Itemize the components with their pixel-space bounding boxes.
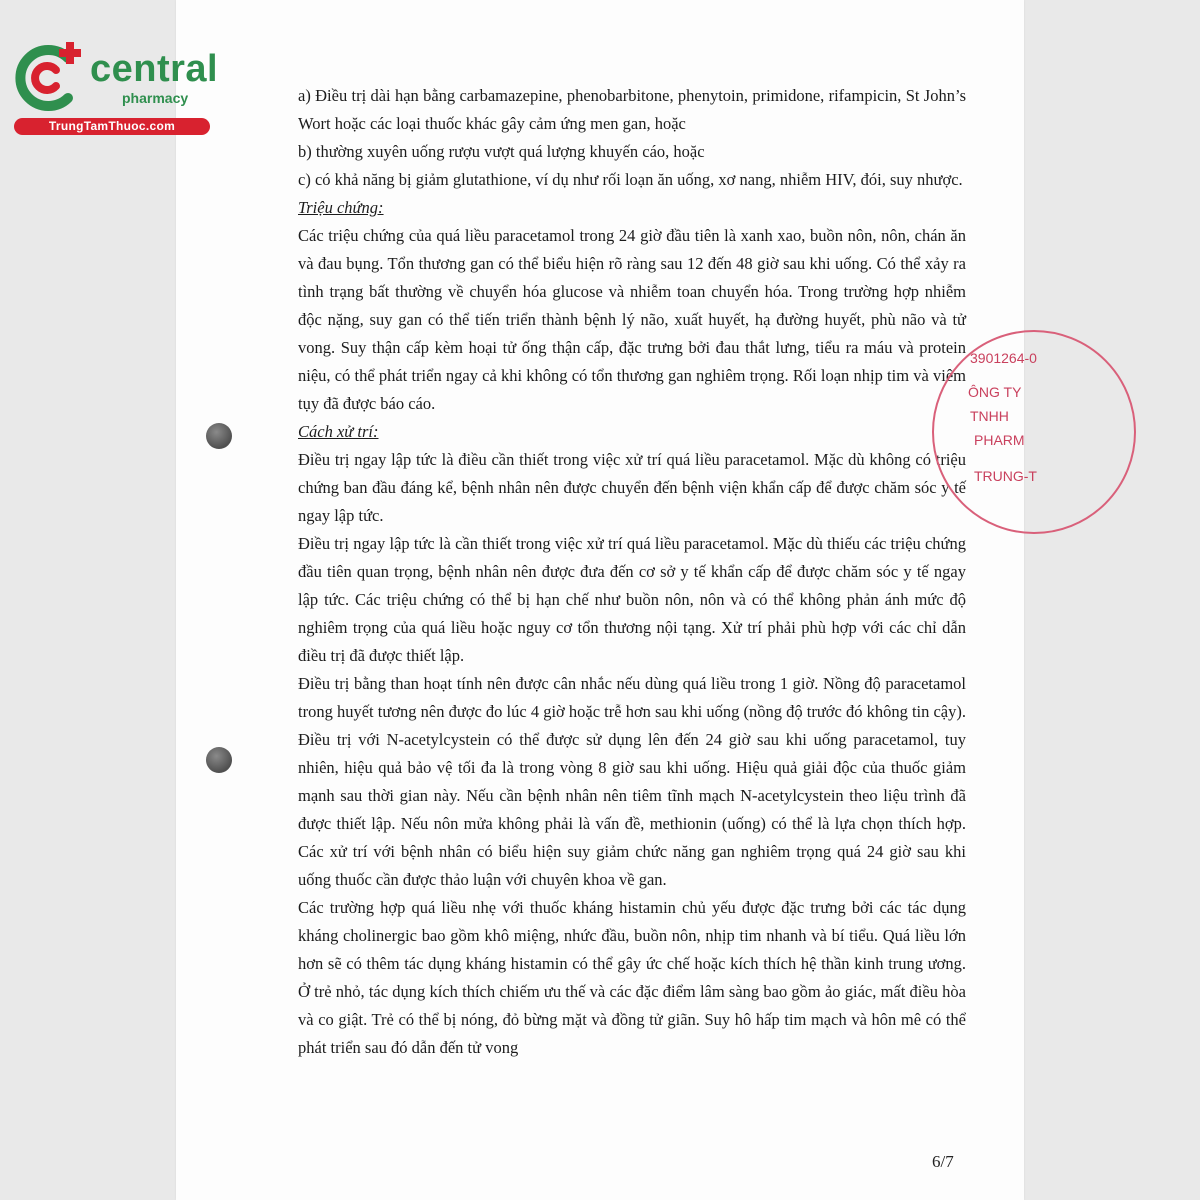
- section-heading-management: Cách xử trí:: [298, 422, 379, 441]
- paragraph: Điều trị ngay lập tức là cần thiết trong việc xử trí quá liều paracetamol. Mặc dù thiếu các triệu chứng đầu tiên quan trọng, bệnh nhân nên được đưa đến cơ sở y tế khẩn cấp để được chăm sóc y tế ngay lập tức. Các triệu chứng có thể bị hạn chế như buồn nôn, nôn và có thể không phản ánh mức độ nghiêm trọng của quá liều hoặc nguy cơ tổn thương nội tạng. Xử trí phải phù hợp với các chỉ dẫn điều trị đã được thiết lập.: [298, 534, 966, 665]
- paragraph: Điều trị bằng than hoạt tính nên được cân nhắc nếu dùng quá liều trong 1 giờ. Nồng độ paracetamol trong huyết tương nên được đo lúc 4 giờ hoặc trễ hơn sau khi uống (nồng độ trước đó không tin cậy). Điều trị với N-acetylcystein có thể được sử dụng lên đến 24 giờ sau khi uống paracetamol, tuy nhiên, hiệu quả bảo vệ tối đa là trong vòng 8 giờ sau khi uống. Hiệu quả giải độc của thuốc giảm mạnh sau thời gian này. Nếu cần bệnh nhân nên tiêm tĩnh mạch N-acetylcystein theo liệu trình đã được thiết lập. Nếu nôn mửa không phải là vấn đề, methionin (uống) có thể là lựa chọn thích hợp. Các xử trí với bệnh nhân có biểu hiện suy giảm chức năng gan nghiêm trọng quá 24 giờ sau khi uống thuốc cần được thảo luận với chuyên khoa về gan.: [298, 674, 967, 889]
- stamp-line: TNHH: [970, 408, 1009, 424]
- paragraph: b) thường xuyên uống rượu vượt quá lượng khuyến cáo, hoặc: [298, 142, 705, 161]
- punch-hole-bottom: [206, 747, 232, 773]
- paragraph: Các trường hợp quá liều nhẹ với thuốc kháng histamin chủ yếu được đặc trưng bởi các tác dụng kháng cholinergic bao gồm khô miệng, nhức đầu, buồn nôn, nhịp tim nhanh và bí tiểu. Quá liều lớn hơn sẽ có thêm tác dụng kháng histamin có thể gây ức chế hoặc kích thích hệ thần kinh trung ương. Ở trẻ nhỏ, tác dụng kích thích chiếm ưu thế và các đặc điểm lâm sàng bao gồm ảo giác, mất điều hòa và co giật. Trẻ có thể bị nóng, đỏ bừng mặt và đồng tử giãn. Suy hô hấp tim mạch và hôn mê có thể phát triển sau đó dẫn đến tử vong: [298, 898, 966, 1057]
- stamp-clip: [968, 0, 1037, 1200]
- stamp-line: TRUNG-T: [974, 468, 1037, 484]
- paragraph: a) Điều trị dài hạn bằng carbamazepine, phenobarbitone, phenytoin, primidone, rifampicin, St John’s Wort hoặc các loại thuốc khác gây cảm ứng men gan, hoặc: [298, 86, 966, 133]
- logo-name: central: [90, 48, 219, 90]
- paragraph: Điều trị ngay lập tức là điều cần thiết trong việc xử trí quá liều paracetamol. Mặc dù không có triệu chứng ban đầu đáng kể, bệnh nhân nên được chuyển đến bệnh viện khẩn cấp để được chăm sóc y tế ngay lập tức.: [298, 450, 966, 525]
- company-stamp: [932, 330, 1136, 534]
- stamp-line: 3901264-0: [970, 350, 1037, 366]
- stamp-line: ÔNG TY: [968, 384, 1022, 400]
- pharmacy-logo: [10, 36, 220, 136]
- paragraph: c) có khả năng bị giảm glutathione, ví dụ như rối loạn ăn uống, xơ nang, nhiễm HIV, đói, suy nhược.: [298, 170, 963, 189]
- stamp-line: PHARM: [974, 432, 1025, 448]
- central-pharmacy-logo-icon: [10, 36, 90, 116]
- section-heading-symptoms: Triệu chứng:: [298, 198, 384, 217]
- paragraph: Các triệu chứng của quá liều paracetamol trong 24 giờ đầu tiên là xanh xao, buồn nôn, nôn, chán ăn và đau bụng. Tổn thương gan có thể biểu hiện rõ ràng sau 12 đến 48 giờ sau khi uống. Có thể xảy ra tình trạng bất thường về chuyển hóa glucose và nhiễm toan chuyển hóa. Trong trường hợp nhiễm độc nặng, suy gan có thể tiến triển thành bệnh lý não, xuất huyết, hạ đường huyết, phù não và tử vong. Suy thận cấp kèm hoại tử ống thận cấp, đặc trưng bởi đau thắt lưng, tiểu ra máu và protein niệu, có thể phát triển ngay cả khi không có tổn thương gan nghiêm trọng. Rối loạn nhịp tim và viêm tụy đã được báo cáo.: [298, 226, 966, 413]
- page-number: 6/7: [932, 1152, 954, 1171]
- logo-subtitle: pharmacy: [122, 90, 189, 106]
- punch-hole-top: [206, 423, 232, 449]
- logo-url-badge: TrungTamThuoc.com: [14, 118, 210, 135]
- document-body: [298, 82, 966, 1062]
